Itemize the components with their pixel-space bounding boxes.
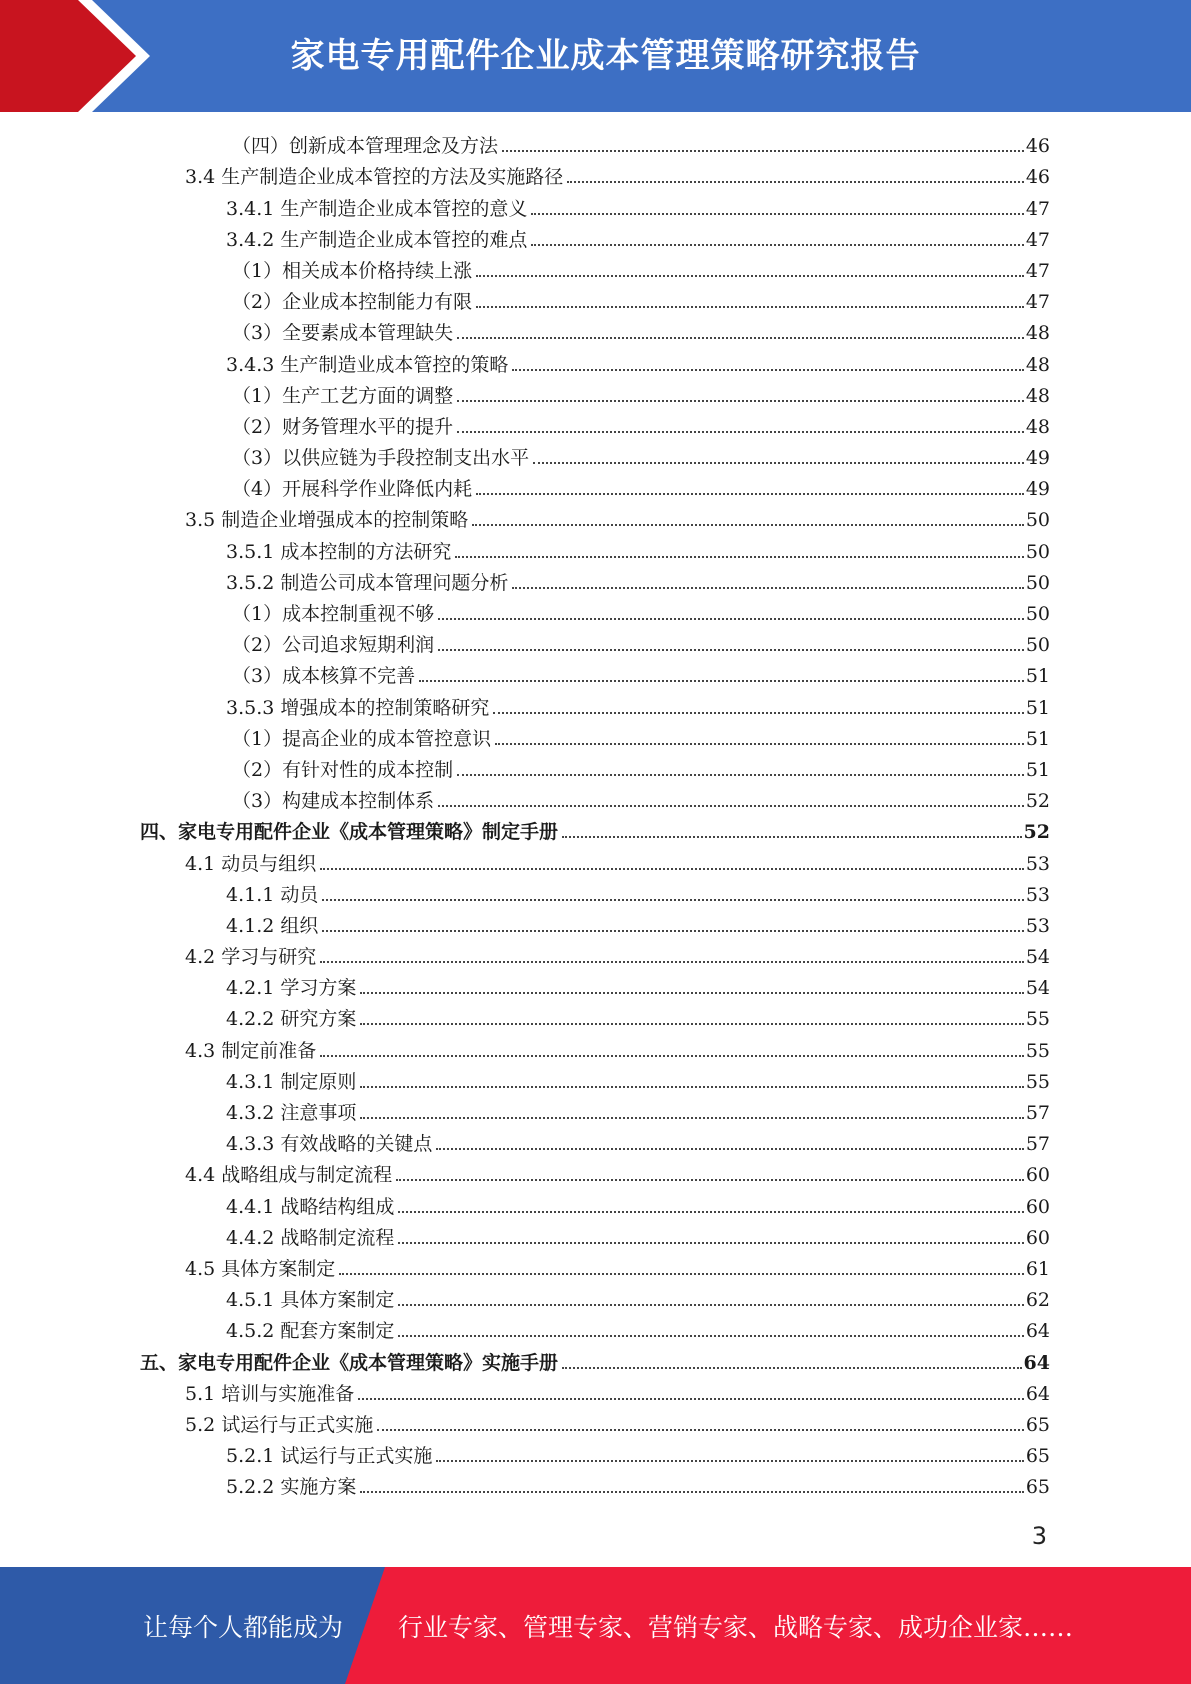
toc-dot-leader: [358, 1398, 1024, 1400]
toc-entry-title: （2）财务管理水平的提升: [232, 415, 454, 438]
toc-entry[interactable]: [140, 1375, 1050, 1406]
toc-entry[interactable]: [140, 688, 1050, 719]
toc-entry-title: 战略组成与制定流程: [221, 1164, 393, 1187]
toc-entry-title: 制造企业增强成本的控制策略: [221, 509, 469, 532]
toc-entry-number: 4.1: [185, 852, 216, 875]
toc-entry[interactable]: [140, 252, 1050, 283]
toc-dot-leader: [476, 275, 1024, 277]
toc-entry-page: 47: [1025, 197, 1050, 220]
toc-entry-number: 5.1: [185, 1382, 216, 1405]
toc-dot-leader: [438, 805, 1024, 807]
toc-entry-page: 64: [1023, 1351, 1050, 1374]
toc-entry-title: 试运行与正式实施: [280, 1445, 433, 1468]
toc-entry-page: 55: [1025, 1039, 1050, 1062]
toc-entry-title: （3）成本核算不完善: [232, 665, 416, 688]
toc-entry-page: 52: [1023, 821, 1050, 844]
toc-entry-title: 有效战略的关键点: [280, 1133, 433, 1156]
toc-entry[interactable]: [140, 813, 1050, 844]
toc-entry[interactable]: [140, 1437, 1050, 1468]
toc-dot-leader: [322, 899, 1023, 901]
toc-entry-page: 54: [1025, 977, 1050, 1000]
toc-dot-leader: [360, 1023, 1023, 1025]
toc-entry-page: 55: [1025, 1070, 1050, 1093]
toc-dot-leader: [322, 930, 1023, 932]
toc-entry-number: 3.5.2: [226, 571, 275, 594]
toc-entry-page: 53: [1025, 852, 1050, 875]
toc-entry-page: 54: [1025, 946, 1050, 969]
toc-dot-leader: [398, 1242, 1023, 1244]
toc-entry-number: 4.4.2: [226, 1226, 275, 1249]
toc-entry-page: 60: [1025, 1195, 1050, 1218]
toc-entry-number: 4.1.2: [226, 914, 275, 937]
toc-dot-leader: [398, 1335, 1023, 1337]
toc-entry-page: 50: [1025, 603, 1050, 625]
toc-entry-number: 5.2: [185, 1413, 216, 1436]
toc-entry-title: 具体方案制定: [221, 1257, 336, 1280]
toc-entry-title: （3）全要素成本管理缺失: [232, 322, 454, 345]
toc-entry-title: （四）创新成本管理理念及方法: [232, 135, 499, 158]
toc-dot-leader: [320, 961, 1024, 963]
toc-entry-title: 生产制造企业成本管控的方法及实施路径: [221, 166, 564, 189]
toc-entry-title: 试运行与正式实施: [221, 1413, 374, 1436]
toc-entry-title: （3）以供应链为手段控制支出水平: [232, 447, 530, 470]
toc-entry-title: （1）生产工艺方面的调整: [232, 384, 454, 407]
toc-entry-number: 3.5.1: [226, 540, 275, 563]
toc-entry-number: 3.4: [185, 166, 216, 189]
toc-dot-leader: [512, 587, 1023, 589]
toc-entry[interactable]: [140, 1094, 1050, 1125]
toc-entry-page: 50: [1025, 634, 1050, 657]
toc-entry[interactable]: [140, 1343, 1050, 1374]
toc-entry[interactable]: [140, 844, 1050, 875]
table-of-contents: [140, 127, 1050, 1499]
toc-entry-page: 46: [1025, 166, 1050, 189]
toc-entry[interactable]: [140, 1250, 1050, 1281]
toc-entry-title: 增强成本的控制策略研究: [280, 696, 490, 719]
toc-dot-leader: [531, 244, 1023, 246]
toc-entry-page: 47: [1025, 228, 1050, 251]
toc-entry-title: 生产制造业成本管控的策略: [280, 353, 509, 376]
toc-entry-title: 培训与实施准备: [221, 1382, 355, 1405]
toc-entry-title: 动员与组织: [221, 852, 317, 875]
toc-entry[interactable]: [140, 345, 1050, 376]
toc-entry-page: 55: [1025, 1008, 1050, 1031]
toc-entry[interactable]: [140, 938, 1050, 969]
toc-entry-page: 50: [1025, 571, 1050, 594]
toc-entry-number: 4.2: [185, 946, 216, 969]
toc-entry[interactable]: [140, 720, 1050, 751]
toc-entry-title: 生产制造企业成本管控的意义: [280, 197, 528, 220]
toc-entry-title: 组织: [280, 914, 319, 937]
toc-entry-title: 制定前准备: [221, 1039, 317, 1062]
toc-entry[interactable]: [140, 1156, 1050, 1187]
toc-entry[interactable]: [140, 876, 1050, 907]
toc-entry[interactable]: [140, 1312, 1050, 1343]
toc-entry-number: 4.4: [185, 1164, 216, 1187]
toc-dot-leader: [562, 836, 1022, 838]
toc-dot-leader: [533, 462, 1024, 464]
toc-entry[interactable]: [140, 314, 1050, 345]
toc-entry[interactable]: [140, 1406, 1050, 1437]
toc-dot-leader: [531, 213, 1023, 215]
toc-entry-page: 65: [1025, 1445, 1050, 1468]
toc-dot-leader: [360, 1117, 1023, 1119]
toc-entry-title: 配套方案制定: [280, 1320, 395, 1343]
toc-dot-leader: [512, 369, 1023, 371]
toc-dot-leader: [360, 992, 1023, 994]
toc-entry-title: 具体方案制定: [280, 1289, 395, 1312]
toc-entry[interactable]: [140, 657, 1050, 688]
toc-entry[interactable]: [140, 127, 1050, 158]
toc-dot-leader: [457, 774, 1024, 776]
toc-entry-page: 48: [1025, 353, 1050, 376]
toc-dot-leader: [419, 680, 1024, 682]
toc-entry-title: （4）开展科学作业降低内耗: [232, 478, 473, 501]
toc-dot-leader: [438, 618, 1024, 620]
footer-slogan-right: 行业专家、管理专家、营销专家、战略专家、成功企业家……: [398, 1613, 1074, 1642]
toc-dot-leader: [360, 1086, 1023, 1088]
toc-entry-page: 65: [1025, 1413, 1050, 1436]
toc-entry-title: 动员: [280, 883, 319, 906]
toc-entry[interactable]: [140, 532, 1050, 563]
page-footer: [0, 1567, 1191, 1684]
toc-entry-page: 64: [1025, 1320, 1050, 1343]
toc-entry[interactable]: [140, 1187, 1050, 1218]
footer-slogan-left: 让每个人都能成为: [143, 1613, 344, 1642]
toc-entry-page: 60: [1025, 1226, 1050, 1249]
toc-entry-number: 4.5: [185, 1257, 216, 1280]
toc-entry-page: 64: [1025, 1382, 1050, 1405]
toc-entry-page: 65: [1025, 1476, 1050, 1499]
toc-entry[interactable]: [140, 1468, 1050, 1499]
toc-entry[interactable]: [140, 751, 1050, 782]
toc-entry-page: 51: [1025, 727, 1050, 750]
toc-entry[interactable]: [140, 782, 1050, 813]
toc-dot-leader: [436, 1148, 1023, 1150]
toc-entry-number: 3.4.3: [226, 353, 275, 376]
toc-entry-page: 51: [1025, 665, 1050, 688]
toc-dot-leader: [493, 712, 1023, 714]
toc-dot-leader: [438, 649, 1024, 651]
page-header: [0, 0, 1191, 112]
toc-entry-page: 52: [1025, 790, 1050, 813]
toc-entry-page: 50: [1025, 509, 1050, 532]
toc-entry-title: （2）公司追求短期利润: [232, 634, 435, 657]
toc-dot-leader: [457, 337, 1024, 339]
toc-dot-leader: [502, 150, 1024, 152]
toc-dot-leader: [377, 1429, 1024, 1431]
toc-entry-number: 4.3.1: [226, 1070, 275, 1093]
toc-entry-number: 4.2.1: [226, 977, 275, 1000]
toc-dot-leader: [495, 743, 1024, 745]
toc-entry-page: 57: [1025, 1102, 1050, 1124]
toc-entry-page: 53: [1025, 883, 1050, 906]
toc-dot-leader: [455, 556, 1023, 558]
toc-entry-number: 3.5.3: [226, 696, 275, 719]
toc-dot-leader: [476, 493, 1024, 495]
toc-dot-leader: [320, 1055, 1024, 1057]
toc-entry-page: 46: [1025, 135, 1050, 158]
toc-entry-page: 48: [1025, 322, 1050, 345]
toc-entry-title: 研究方案: [280, 1008, 357, 1031]
toc-entry[interactable]: [140, 1219, 1050, 1250]
toc-entry-title: 注意事项: [280, 1102, 357, 1124]
toc-entry-title: 四、家电专用配件企业《成本管理策略》制定手册: [140, 821, 559, 844]
toc-entry[interactable]: [140, 564, 1050, 595]
toc-entry-title: 学习方案: [280, 977, 357, 1000]
toc-entry-title: （1）成本控制重视不够: [232, 603, 435, 625]
toc-dot-leader: [320, 868, 1024, 870]
toc-entry-page: 53: [1025, 914, 1050, 937]
toc-dot-leader: [339, 1273, 1024, 1275]
toc-entry-title: （1）提高企业的成本管控意识: [232, 727, 492, 750]
toc-entry-number: 4.3.2: [226, 1102, 275, 1124]
toc-entry-number: 4.5.1: [226, 1289, 275, 1312]
toc-entry-title: 实施方案: [280, 1476, 357, 1499]
toc-entry[interactable]: [140, 1000, 1050, 1031]
toc-entry-number: 5.2.2: [226, 1476, 275, 1499]
toc-entry[interactable]: [140, 158, 1050, 189]
toc-entry[interactable]: [140, 377, 1050, 408]
toc-entry-title: 战略结构组成: [280, 1195, 395, 1218]
toc-entry[interactable]: [140, 1125, 1050, 1156]
toc-entry-page: 61: [1025, 1257, 1050, 1280]
toc-entry[interactable]: [140, 1063, 1050, 1094]
toc-entry[interactable]: [140, 595, 1050, 626]
toc-entry-page: 57: [1025, 1133, 1050, 1156]
toc-entry-number: 4.4.1: [226, 1195, 275, 1218]
toc-entry[interactable]: [140, 283, 1050, 314]
toc-dot-leader: [567, 181, 1024, 183]
toc-entry-title: 制定原则: [280, 1070, 357, 1093]
toc-entry[interactable]: [140, 189, 1050, 220]
toc-entry[interactable]: [140, 969, 1050, 1000]
toc-dot-leader: [472, 524, 1024, 526]
toc-entry-page: 50: [1025, 540, 1050, 563]
toc-entry-page: 48: [1025, 415, 1050, 438]
toc-entry-title: 成本控制的方法研究: [280, 540, 452, 563]
toc-entry-number: 3.5: [185, 509, 216, 532]
toc-entry[interactable]: [140, 470, 1050, 501]
toc-entry-title: （2）有针对性的成本控制: [232, 758, 454, 781]
toc-dot-leader: [476, 306, 1024, 308]
toc-entry-page: 47: [1025, 259, 1050, 282]
toc-entry-title: 制造公司成本管理问题分析: [280, 571, 509, 594]
toc-entry-title: 五、家电专用配件企业《成本管理策略》实施手册: [140, 1351, 559, 1374]
toc-dot-leader: [398, 1304, 1023, 1306]
toc-entry-number: 4.1.1: [226, 883, 275, 906]
toc-entry[interactable]: [140, 1031, 1050, 1062]
toc-entry-title: （1）相关成本价格持续上涨: [232, 259, 473, 282]
toc-entry-title: 战略制定流程: [280, 1226, 395, 1249]
toc-entry-page: 48: [1025, 384, 1050, 407]
toc-entry-number: 4.2.2: [226, 1008, 275, 1031]
toc-entry[interactable]: [140, 626, 1050, 657]
toc-dot-leader: [436, 1460, 1023, 1462]
page-number: 3: [1031, 1522, 1047, 1550]
toc-entry-page: 47: [1025, 291, 1050, 314]
toc-entry[interactable]: [140, 439, 1050, 470]
toc-entry[interactable]: [140, 1281, 1050, 1312]
toc-entry-number: 5.2.1: [226, 1445, 275, 1468]
toc-dot-leader: [457, 400, 1024, 402]
toc-entry-title: （3）构建成本控制体系: [232, 790, 435, 813]
toc-entry[interactable]: [140, 221, 1050, 252]
toc-entry-title: 生产制造企业成本管控的难点: [280, 228, 528, 251]
toc-dot-leader: [360, 1491, 1023, 1493]
toc-entry-title: （2）企业成本控制能力有限: [232, 291, 473, 314]
toc-entry[interactable]: [140, 907, 1050, 938]
toc-entry-page: 51: [1025, 758, 1050, 781]
toc-entry-page: 62: [1025, 1289, 1050, 1312]
toc-entry-title: 学习与研究: [221, 946, 317, 969]
toc-dot-leader: [396, 1179, 1024, 1181]
toc-entry-number: 3.4.1: [226, 197, 275, 220]
toc-entry-page: 49: [1025, 447, 1050, 470]
toc-entry[interactable]: [140, 408, 1050, 439]
toc-dot-leader: [398, 1211, 1023, 1213]
toc-entry-number: 4.3: [185, 1039, 216, 1062]
document-title: 家电专用配件企业成本管理策略研究报告: [290, 36, 921, 76]
toc-entry-number: 4.5.2: [226, 1320, 275, 1343]
toc-dot-leader: [457, 431, 1024, 433]
toc-entry-page: 60: [1025, 1164, 1050, 1187]
toc-dot-leader: [562, 1367, 1022, 1369]
toc-entry-number: 3.4.2: [226, 228, 275, 251]
toc-entry-number: 4.3.3: [226, 1133, 275, 1156]
toc-entry-page: 49: [1025, 478, 1050, 501]
toc-entry[interactable]: [140, 501, 1050, 532]
toc-entry-page: 51: [1025, 696, 1050, 719]
